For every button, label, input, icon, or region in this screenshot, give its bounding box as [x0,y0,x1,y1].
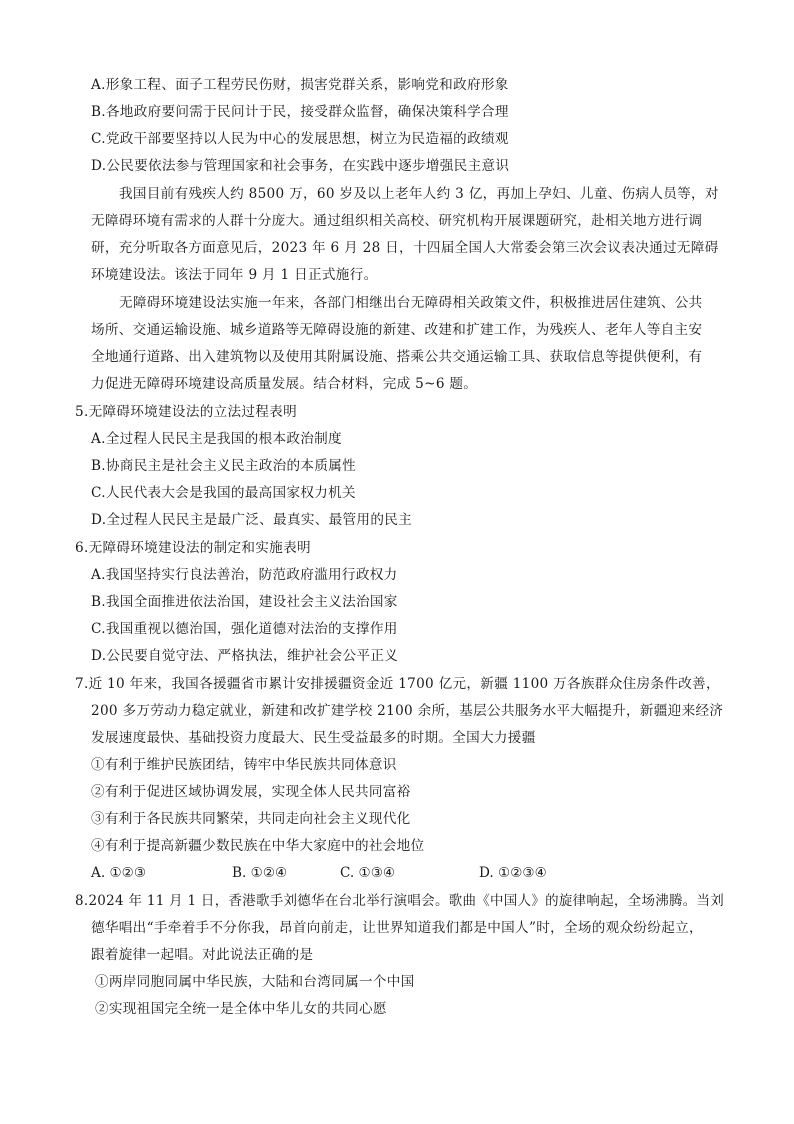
q7-choice-b: B. ①②④ [232,865,288,881]
q5-option-a: A.全过程人民民主是我国的根本政治制度 [91,431,342,447]
material-p2-line1: 无障碍环境建设法实施一年来，各部门相继出台无障碍相关政策文件，积极推进居住建筑、公共 [119,295,703,311]
q7-item-1: ①有利于维护民族团结，铸牢中华民族共同体意识 [91,757,397,773]
q7-choice-a: A. ①②③ [91,865,147,881]
q6-option-c: C.我国重视以德治国，强化道德对法治的支撑作用 [91,621,398,637]
q5-option-c: C.人民代表大会是我国的最高国家权力机关 [91,485,356,501]
q8-stem-line2: 德华唱出“手牵着手不分你我，昂首向前走，让世界知道我们都是中国人”时，全场的观众纷纷起立， [91,920,703,936]
q5-option-d: D.全过程人民民主是最广泛、最真实、最管用的民主 [91,512,412,528]
q7-item-3: ③有利于各民族共同繁荣，共同走向社会主义现代化 [91,811,411,827]
material-p1-line2: 无障碍环境有需求的人群十分庞大。通过组织相关高校、研究机构开展课题研究，赴相关地方进行调 [91,213,703,229]
q6-option-a: A.我国坚持实行良法善治，防范政府滥用行政权力 [91,567,398,583]
q8-stem-line3: 跟着旋律一起唱。对此说法正确的是 [91,947,314,963]
q6-option-d: D.公民要自觉守法、严格执法，维护社会公平正义 [91,648,399,664]
q7-choice-d: D. ①②③④ [479,865,547,881]
material-p2-line2: 场所、交通运输设施、城乡道路等无障碍设施的新建、改建和扩建工作，为残疾人、老年人等自主安 [91,322,703,338]
material-p2-line4: 力促进无障碍环境建设高质量发展。结合材料，完成 5~6 题。 [91,376,478,392]
q7-item-4: ④有利于提高新疆少数民族在中华大家庭中的社会地位 [91,838,425,854]
q7-stem-line3: 发展速度最快、基础投资力度最大、民生受益最多的时期。全国大力援疆 [91,730,536,746]
q7-stem-line1: 7.近 10 年来，我国各援疆省市累计安排援疆资金近 1700 亿元，新疆 1100 万各族群众住房条件改善， [75,676,720,692]
q7-item-2: ②有利于促进区域协调发展，实现全体人民共同富裕 [91,784,411,800]
q4-option-c: C.党政干部要坚持以人民为中心的发展思想，树立为民造福的政绩观 [91,131,509,147]
q6-option-b: B.我国全面推进依法治国，建设社会主义法治国家 [91,594,398,610]
q4-option-b: B.各地政府要问需于民问计于民，接受群众监督，确保决策科学合理 [91,104,509,120]
q6-stem: 6.无障碍环境建设法的制定和实施表明 [75,540,311,556]
q4-option-a: A.形象工程、面子工程劳民伤财，损害党群关系，影响党和政府形象 [91,77,509,93]
q8-item-1: ①两岸同胞同属中华民族，大陆和台湾同属一个中国 [95,974,415,990]
material-p1-line4: 环境建设法。该法于同年 9 月 1 日正式施行。 [91,267,378,283]
q4-option-d: D.公民要依法参与管理国家和社会事务，在实践中逐步增强民主意识 [91,158,510,174]
material-p1-line1: 我国目前有残疾人约 8500 万，60 岁及以上老年人约 3 亿，再加上孕妇、儿童、伤病人员等，对 [119,186,719,202]
q7-stem-line2: 200 多万劳动力稳定就业，新建和改扩建学校 2100 余所，基层公共服务水平大幅提升，新疆迎来经济 [91,703,724,719]
q7-choice-c: C. ①③④ [340,865,396,881]
q8-item-2: ②实现祖国完全统一是全体中华儿女的共同心愿 [95,1001,387,1017]
material-p1-line3: 研，充分听取各方面意见后，2023 年 6 月 28 日，十四届全国人大常委会第三次会议表决通过无障碍 [91,240,719,256]
material-p2-line3: 全地通行道路、出入建筑物以及使用其附属设施、搭乘公共交通运输工具、获取信息等提供便利，有 [91,349,703,365]
q5-stem: 5.无障碍环境建设法的立法过程表明 [75,404,297,420]
q8-stem-line1: 8.2024 年 11 月 1 日，香港歌手刘德华在台北举行演唱会。歌曲《中国人》的旋律响起，全场沸腾。当刘 [75,893,725,909]
q5-option-b: B.协商民主是社会主义民主政治的本质属性 [91,458,356,474]
